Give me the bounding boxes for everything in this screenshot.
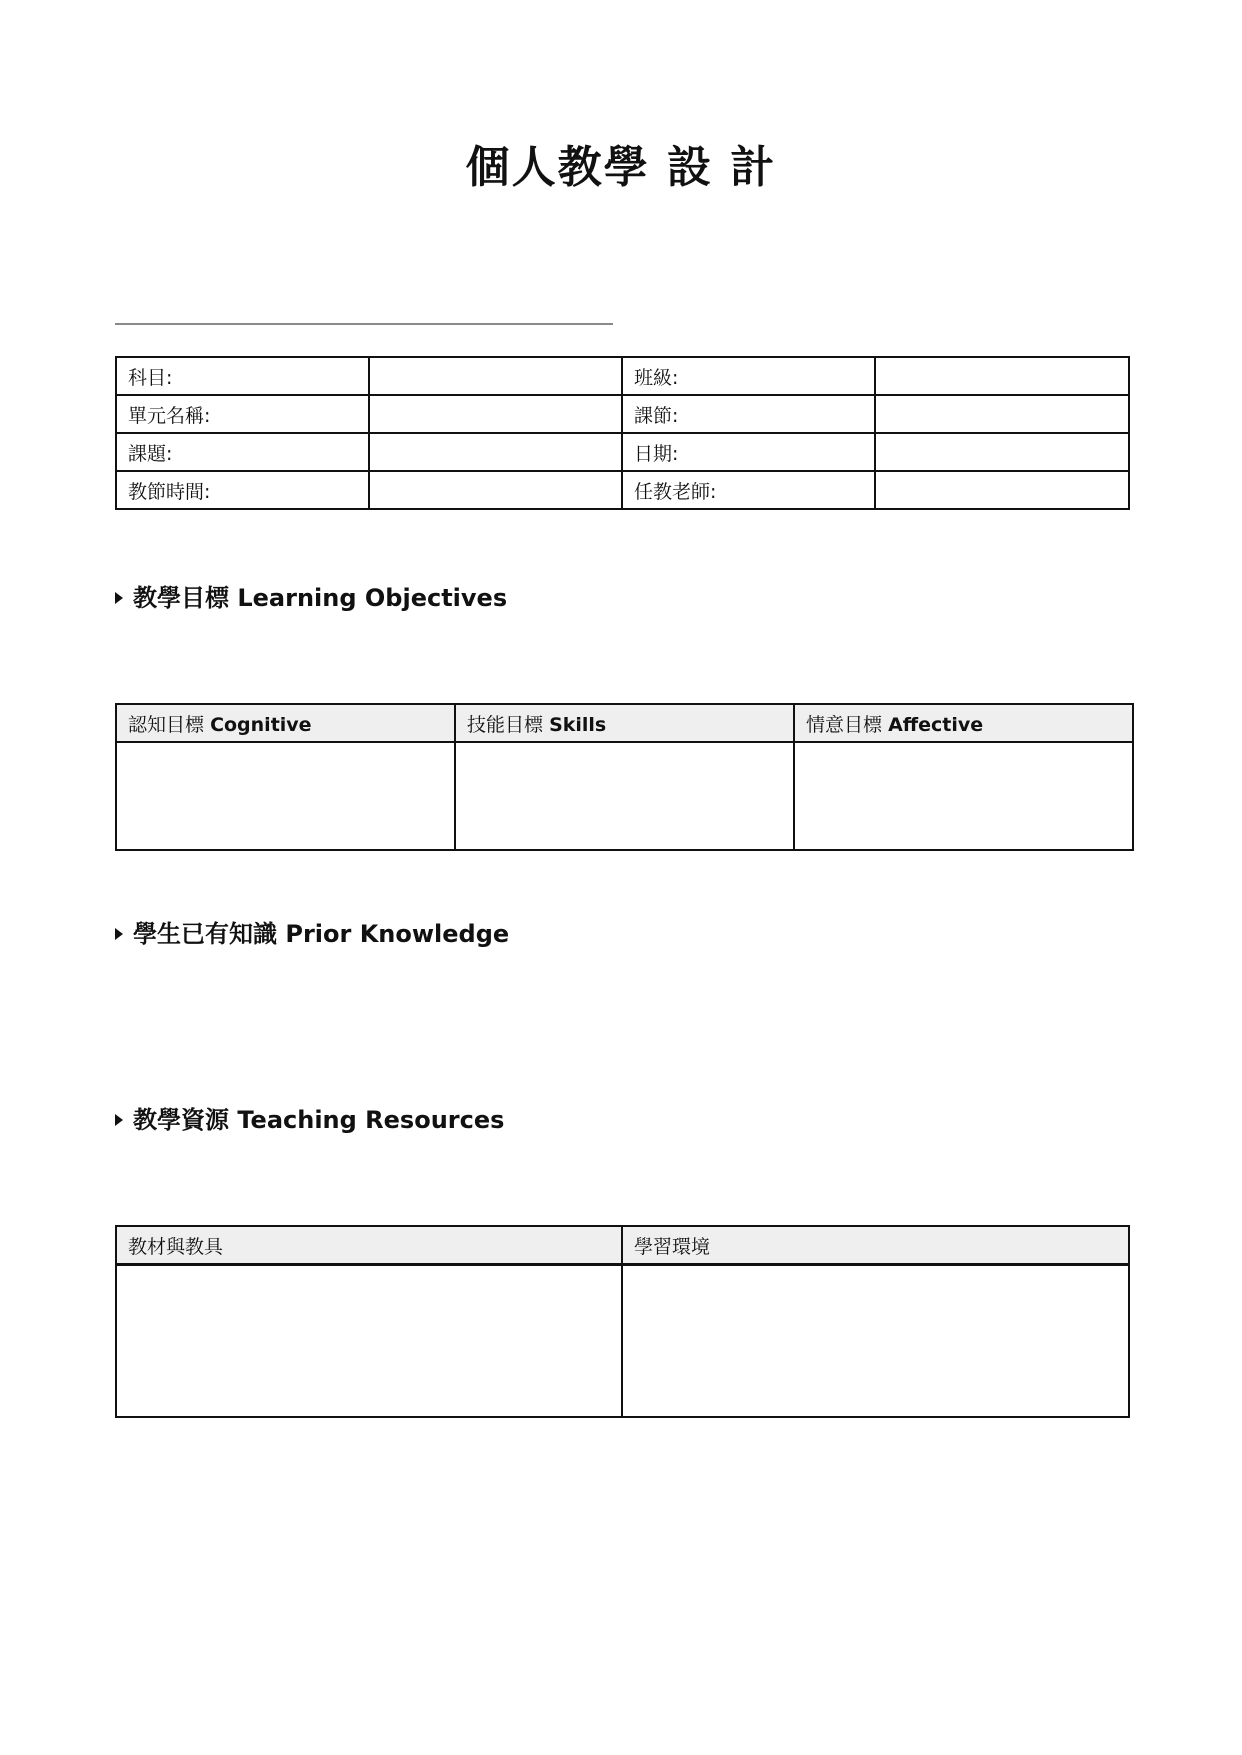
table-header-row: [116, 1226, 1129, 1265]
triangle-bullet-icon: [115, 928, 123, 940]
environment-header: 學習環境: [622, 1226, 1129, 1265]
table-row: [116, 433, 1129, 471]
date-label: 日期:: [622, 433, 875, 471]
skills-cell[interactable]: [455, 742, 794, 850]
teaching-resources-heading: [115, 1104, 504, 1136]
page-title: 個人教學 設 計: [465, 142, 777, 193]
lesson-period-label: 課節:: [622, 395, 875, 433]
table-row: [116, 742, 1133, 850]
column-label-en: Affective: [888, 713, 984, 736]
teacher-field[interactable]: [875, 471, 1129, 509]
class-label: 班級:: [622, 357, 875, 395]
column-label-en: Skills: [549, 713, 607, 736]
triangle-bullet-icon: [115, 592, 123, 604]
lesson-period-field[interactable]: [875, 395, 1129, 433]
cognitive-header: [116, 704, 455, 742]
materials-cell[interactable]: [116, 1265, 622, 1418]
column-label-zh: 技能目標: [467, 713, 544, 736]
cognitive-cell[interactable]: [116, 742, 455, 850]
table-row: [116, 1265, 1129, 1418]
triangle-bullet-icon: [115, 1114, 123, 1126]
heading-zh: 教學資源: [133, 1106, 229, 1134]
environment-cell[interactable]: [622, 1265, 1129, 1418]
column-label-en: Cognitive: [210, 713, 312, 736]
table-row: [116, 471, 1129, 509]
topic-label: 課題:: [116, 433, 369, 471]
heading-en: Learning Objectives: [237, 584, 508, 612]
table-row: [116, 357, 1129, 395]
lesson-time-field[interactable]: [369, 471, 622, 509]
skills-header: [455, 704, 794, 742]
subject-label: 科目:: [116, 357, 369, 395]
lesson-time-label: 教節時間:: [116, 471, 369, 509]
date-field[interactable]: [875, 433, 1129, 471]
affective-cell[interactable]: [794, 742, 1133, 850]
prior-knowledge-heading: [115, 918, 509, 950]
column-label-zh: 認知目標: [128, 713, 205, 736]
unit-name-field[interactable]: [369, 395, 622, 433]
lesson-info-table: [115, 356, 1130, 510]
table-header-row: [116, 704, 1133, 742]
heading-zh: 學生已有知識: [133, 920, 277, 948]
subject-field[interactable]: [369, 357, 622, 395]
objectives-table: [115, 703, 1134, 851]
heading-zh: 教學目標: [133, 584, 229, 612]
heading-en: Prior Knowledge: [285, 920, 510, 948]
resources-table: [115, 1225, 1130, 1418]
column-label-zh: 情意目標: [806, 713, 883, 736]
topic-field[interactable]: [369, 433, 622, 471]
name-line[interactable]: [115, 323, 613, 325]
heading-en: Teaching Resources: [237, 1106, 505, 1134]
learning-objectives-heading: [115, 582, 507, 614]
teacher-label: 任教老師:: [622, 471, 875, 509]
class-field[interactable]: [875, 357, 1129, 395]
table-row: [116, 395, 1129, 433]
affective-header: [794, 704, 1133, 742]
unit-name-label: 單元名稱:: [116, 395, 369, 433]
materials-header: 教材與教具: [116, 1226, 622, 1265]
